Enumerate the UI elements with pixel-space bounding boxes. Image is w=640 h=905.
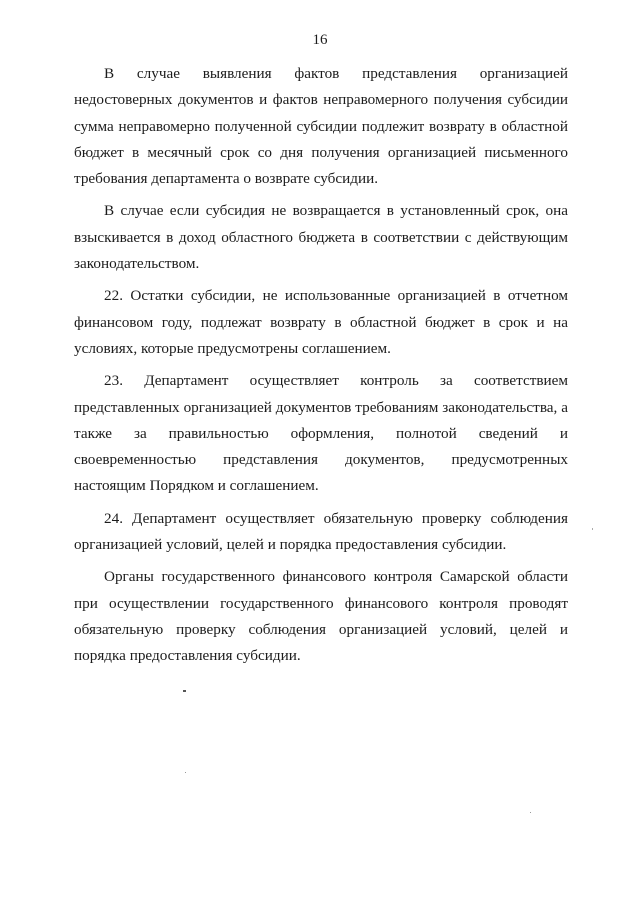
paragraph-recovery-to-budget: В случае если субсидия не возвращается в установленный срок, она взыскивается в доход областного бюджета в соответствии с действующим законодательством. bbox=[74, 202, 568, 273]
paragraph-clause-23: 23. Департамент осуществляет контроль за соответствием представленных организацией документов требованиям законодательства, а также за правильностью оформления, полнотой сведений и своевременностью представления документов, предусмотренных настоящим Порядком и соглашением. bbox=[74, 372, 568, 495]
document-body bbox=[74, 61, 568, 676]
page-number: 16 bbox=[312, 32, 328, 48]
scan-speck bbox=[185, 772, 186, 773]
paragraph-clause-24: 24. Департамент осуществляет обязательную проверку соблюдения организацией условий, целей и порядка предоставления субсидии. bbox=[74, 509, 568, 554]
scan-speck bbox=[592, 528, 593, 530]
paragraph-refund-falsified-documents: В случае выявления фактов представления организацией недостоверных документов и фактов неправомерного получения субсидии сумма неправомерно полученной субсидии подлежит возврату в областной бюджет в месячный срок со дня получения организацией письменного требования департамента о возврате субсидии. bbox=[74, 65, 568, 188]
paragraph-financial-control-bodies: Органы государственного финансового контроля Самарской области при осуществлении государственного финансового контроля проводят обязательную проверку соблюдения организацией условий, целей и порядка предоставления субсидии. bbox=[74, 568, 568, 665]
scan-speck bbox=[530, 812, 531, 813]
paragraph-clause-22: 22. Остатки субсидии, не использованные организацией в отчетном финансовом году, подлежат возврату в областной бюджет в срок и на условиях, которые предусмотрены соглашением. bbox=[74, 287, 568, 357]
scan-speck bbox=[183, 690, 186, 692]
